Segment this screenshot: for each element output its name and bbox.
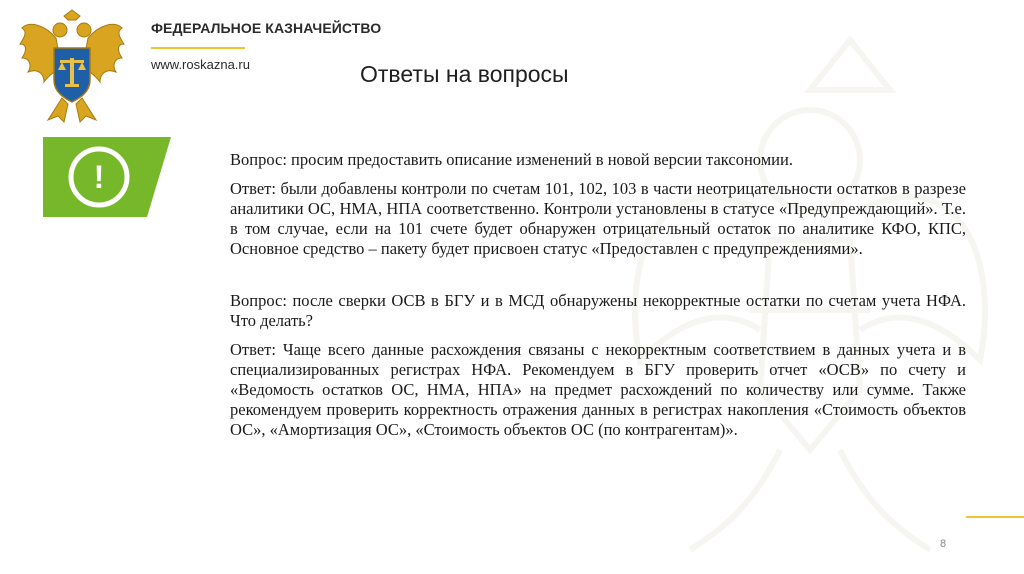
question-1: Вопрос: просим предоставить описание изменений в новой версии таксономии. bbox=[230, 150, 793, 169]
org-url-link[interactable]: www.roskazna.ru bbox=[151, 57, 250, 72]
qa-content bbox=[230, 150, 966, 440]
question-2: Вопрос: после сверки ОСВ в БГУ и в МСД обнаружены некорректные остатки по счетам учета НФА. Что делать? bbox=[230, 291, 966, 330]
exclamation-badge bbox=[43, 137, 171, 217]
footer-accent-line bbox=[966, 516, 1024, 518]
slide-title: Ответы на вопросы bbox=[360, 61, 569, 87]
treasury-emblem-icon bbox=[18, 8, 126, 126]
org-name: ФЕДЕРАЛЬНОЕ КАЗНАЧЕЙСТВО bbox=[151, 20, 382, 36]
page-number: 8 bbox=[940, 538, 947, 550]
org-divider bbox=[151, 47, 245, 49]
answer-2: Ответ: Чаще всего данные расхождения связаны с некорректным соответствием в данных учета и в специализированных регистрах НФА. Рекомендуем в БГУ проверить отчет «ОСВ» по счету и «Ведомость остатков ОС, НМА, НПА» на предмет расхождений по количеству или сумме. Также рекомендуем проверить корректность отражения данных в регистрах накопления «Стоимость объектов ОС», «Амортизация ОС», «Стоимость объектов ОС (по контрагентам)». bbox=[230, 340, 966, 439]
exclamation-icon: ! bbox=[93, 159, 105, 195]
answer-1: Ответ: были добавлены контроли по счетам 101, 102, 103 в части неотрицательности остатков в разрезе аналитики ОС, НМА, НПА соответственно. Контроли установлены в статусе «Предупреждающий». Т.е. в том случае, если на 101 счете будет обнаружен отрицательный остаток по аналитике КФО, КПС, Основное средство – пакету будет присвоен статус «Предоставлен с предупреждениями». bbox=[230, 179, 966, 258]
